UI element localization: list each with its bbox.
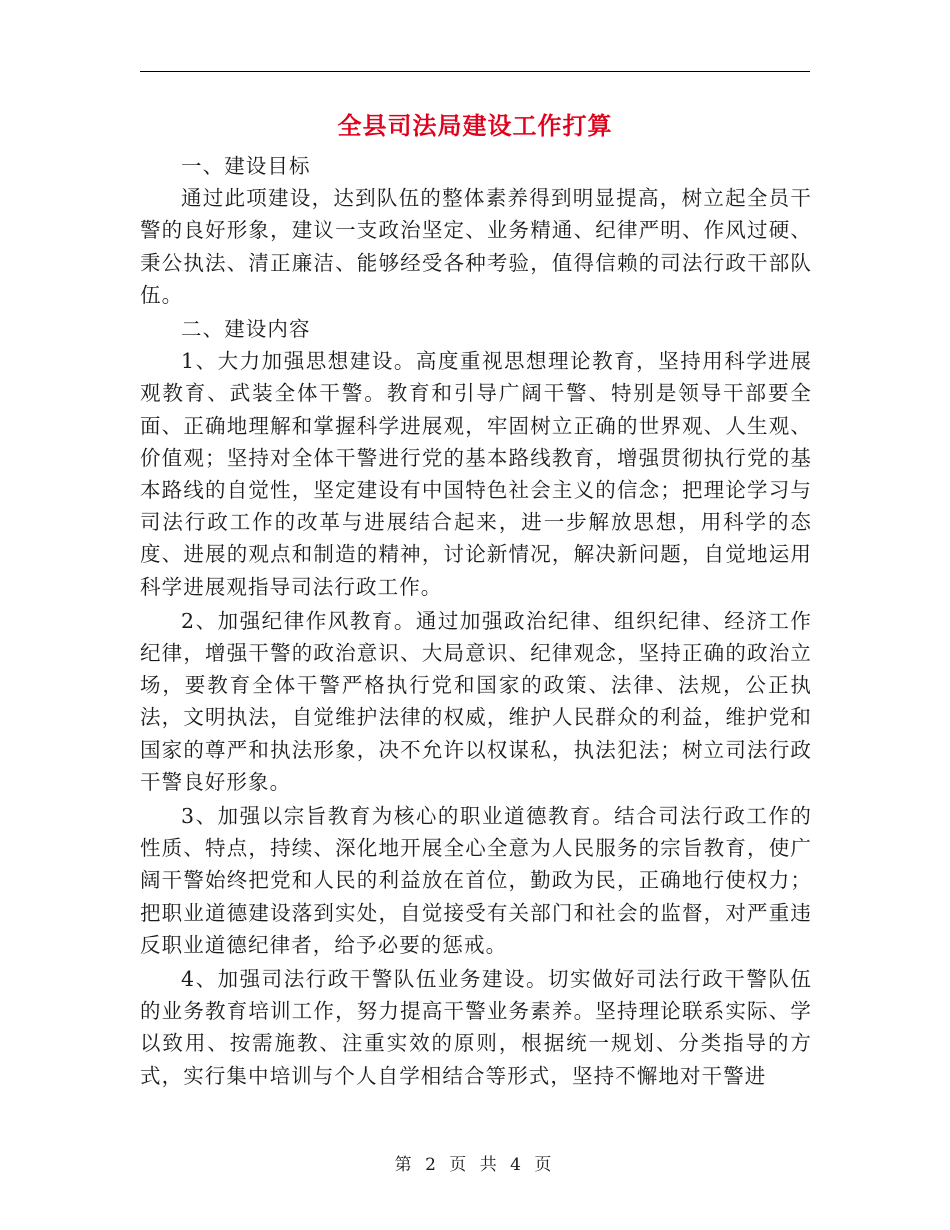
document-title: 全县司法局建设工作打算 xyxy=(337,111,613,140)
header-rule xyxy=(140,71,810,72)
paragraph-item-1: 1、大力加强思想建设。高度重视思想理论教育，坚持用科学进展观教育、武装全体干警。教育和引导广阔干警、特别是领导干部要全面、正确地理解和掌握科学进展观，牢固树立正确的世界观、人生观、价值观；坚持对全体干警进行党的基本路线教育，增强贯彻执行党的基本路线的自觉性，坚定建设有中国特色社会主义的信念；把理论学习与司法行政工作的改革与进展结合起来，进一步解放思想，用科学的态度、进展的观点和制造的精神，讨论新情况，解决新问题，自觉地运用科学进展观指导司法行政工作。 xyxy=(140,349,812,599)
paragraph-goals: 通过此项建设，达到队伍的整体素养得到明显提高，树立起全员干警的良好形象，建议一支政治坚定、业务精通、纪律严明、作风过硬、秉公执法、清正廉洁、能够经受各种考验，值得信赖的司法行政干部队伍。 xyxy=(140,186,812,307)
page-number-footer: 第 2 页 共 4 页 xyxy=(394,1155,556,1175)
paragraph-item-2: 2、加强纪律作风教育。通过加强政治纪律、组织纪律、经济工作纪律，增强干警的政治意识、大局意识、纪律观念，坚持正确的政治立场，要教育全体干警严格执行党和国家的政策、法律、法规，公正执法，文明执法，自觉维护法律的权威，维护人民群众的利益，维护党和国家的尊严和执法形象，决不允许以权谋私，执法犯法；树立司法行政干警良好形象。 xyxy=(140,608,812,794)
paragraph-item-4: 4、加强司法行政干警队伍业务建设。切实做好司法行政干警队伍的业务教育培训工作，努力提高干警业务素养。坚持理论联系实际、学以致用、按需施教、注重实效的原则，根据统一规划、分类指导的方式，实行集中培训与个人自学相结合等形式，坚持不懈地对干警进 xyxy=(140,967,812,1088)
section-heading-content: 二、建设内容 xyxy=(181,317,311,342)
document-body xyxy=(140,150,812,1094)
paragraph-item-3: 3、加强以宗旨教育为核心的职业道德教育。结合司法行政工作的性质、特点，持续、深化地开展全心全意为人民服务的宗旨教育，使广阔干警始终把党和人民的利益放在首位，勤政为民，正确地行使权力；把职业道德建设落到实处，自觉接受有关部门和社会的监督，对严重违反职业道德纪律者，给予必要的惩戒。 xyxy=(140,804,812,957)
section-heading-goals: 一、建设目标 xyxy=(181,154,311,178)
